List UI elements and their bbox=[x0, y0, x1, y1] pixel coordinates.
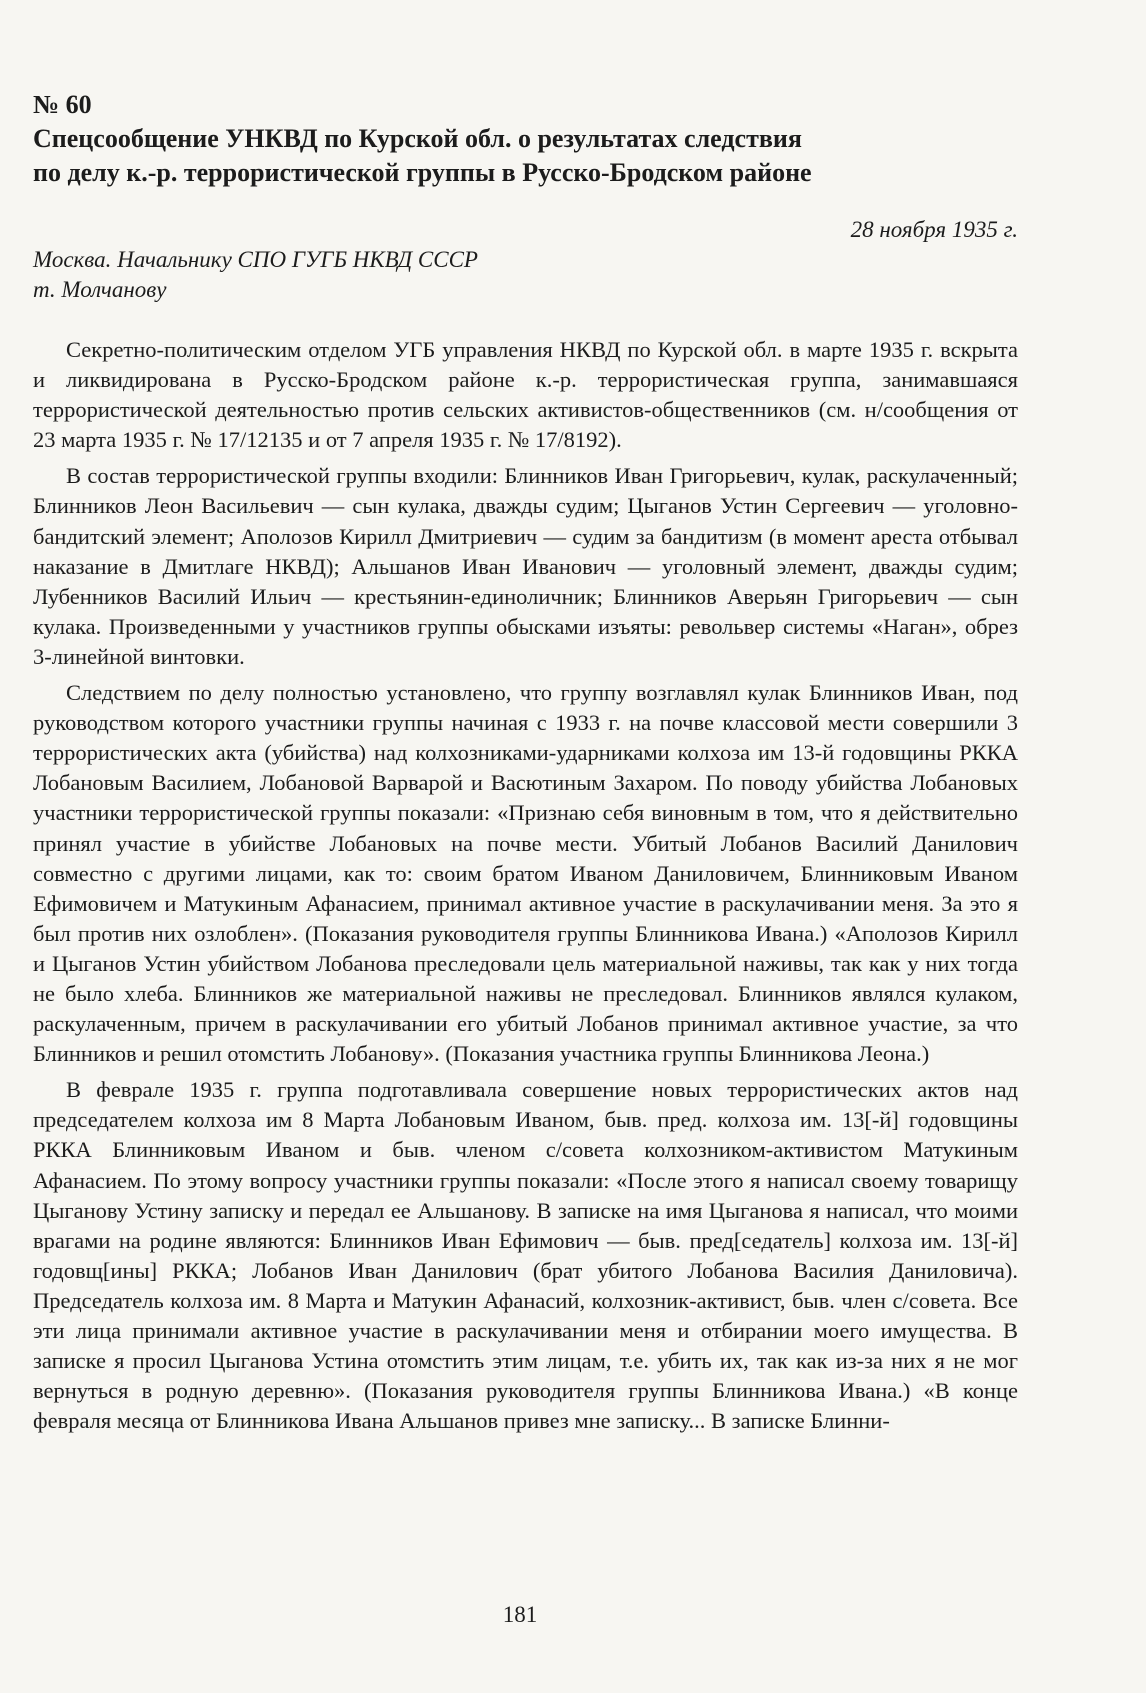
page-number: 181 bbox=[502, 1602, 538, 1627]
body-paragraph-4: В феврале 1935 г. группа подготавливала совершение новых террористических актов над председателем колхоза им 8 Марта Лобановым Иваном, быв. пред. колхоза им. 13[-й] годовщины РККА Блинниковым Иваном и быв. членом с/совета колхозником-активистом Матукиным Афанасием. По этому вопросу участники группы показали: «После этого я написал своему товарищу Цыганову Устину записку и передал ее Альшанову. В записке на имя Цыганова я написал, что моими врагами на родине являются: Блинников Иван Ефимович — быв. пред[седатель] колхоза им. 13[-й] годовщ[ины] РККА; Лобанов Иван Данилович (брат убитого Лобанова Василия Даниловича). Председатель колхоза им. 8 Марта и Матукин Афанасий, колхозник-активист, быв. член с/совета. Все эти лица принимали активное участие в раскулачивании меня и отбирании моего имущества. В записке я просил Цыганова Устина отомстить этим лицам, т.е. убить их, так как из-за них я не мог вернуться в родную деревню». (Показания руководителя группы Блинникова Ивана.) «В конце февраля месяца от Блинникова Ивана Альшанов привез мне записку... В записке Блинни- bbox=[33, 1077, 1018, 1434]
addressee-line-2: т. Молчанову bbox=[33, 277, 167, 302]
body-paragraph-2: В состав террористической группы входили: Блинников Иван Григорьевич, кулак, раскулаченный; Блинников Леон Васильевич — сын кулака, дважды судим; Цыганов Устин Сергеевич — уголовно-бандитский элемент; Аполозов Кирилл Дмитриевич — судим за бандитизм (в момент ареста отбывал наказание в Дмитлаге НКВД); Альшанов Иван Иванович — уголовный элемент, дважды судим; Лубенников Василий Ильич — крестьянин-единоличник; Блинников Аверьян Григорьевич — сын кулака. Произведенными у участников группы обысками изъяты: револьвер системы «Наган», обрез 3-линейной винтовки. bbox=[33, 463, 1018, 669]
document-body bbox=[33, 335, 1018, 1436]
document-title bbox=[33, 122, 1018, 190]
document-number: № 60 bbox=[33, 90, 92, 119]
document-content bbox=[33, 88, 1018, 1442]
addressee bbox=[33, 245, 1018, 305]
document-title-line-2: по делу к.-р. террористической группы в Русско-Бродском районе bbox=[33, 158, 812, 187]
document-title-line-1: Спецсообщение УНКВД по Курской обл. о результатах следствия bbox=[33, 124, 802, 153]
addressee-line-1: Москва. Начальнику СПО ГУГБ НКВД СССР bbox=[33, 247, 478, 272]
body-paragraph-1: Секретно-политическим отделом УГБ управления НКВД по Курской обл. в марте 1935 г. вскрыта и ликвидирована в Русско-Бродском районе к.-р. террористическая группа, занимавшаяся террористической деятельностью против сельских активистов-общественников (см. н/сообщения от 23 марта 1935 г. № 17/12135 и от 7 апреля 1935 г. № 17/8192). bbox=[33, 337, 1018, 453]
document-date: 28 ноября 1935 г. bbox=[850, 217, 1018, 242]
body-paragraph-3: Следствием по делу полностью установлено, что группу возглавлял кулак Блинников Иван, под руководством которого участники группы начиная с 1933 г. на почве классовой мести совершили 3 террористических акта (убийства) над колхозниками-ударниками колхоза им 13-й годовщины РККА Лобановым Василием, Лобановой Варварой и Васютиным Захаром. По поводу убийства Лобановых участники террористической группы показали: «Признаю себя виновным в том, что я действительно принял участие в убийстве Лобановых на почве мести. Убитый Лобанов Василий Данилович совместно с другими лицами, как то: своим братом Иваном Даниловичем, Блинниковым Иваном Ефимовичем и Матукиным Афанасием, принимал активное участие в раскулачивании меня. За это я был против них озлоблен». (Показания руководителя группы Блинникова Ивана.) «Аполозов Кирилл и Цыганов Устин убийством Лобанова преследовали цель материальной наживы, так как у них тогда не было хлеба. Блинников же материальной наживы не преследовал. Блинников являлся кулаком, раскулаченным, причем в раскулачивании его убитый Лобанов принимал активное участие, за что Блинников и решил отомстить Лобанову». (Показания участника группы Блинникова Леона.) bbox=[33, 680, 1018, 1067]
